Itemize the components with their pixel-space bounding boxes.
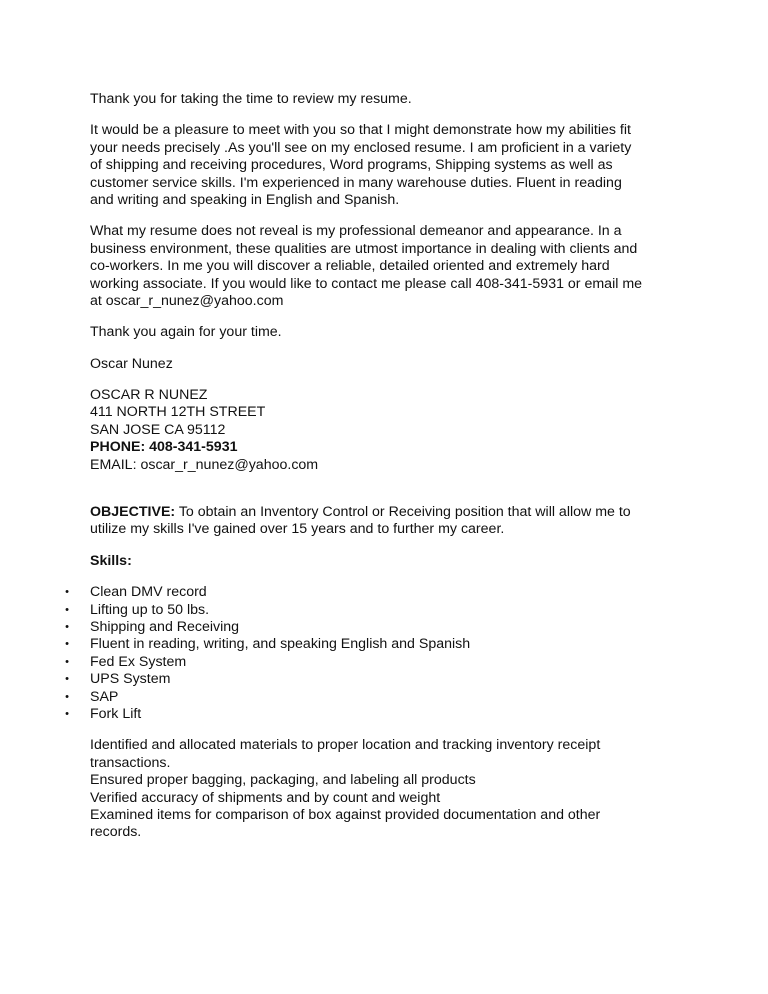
- signature-name: Oscar Nunez: [90, 355, 173, 372]
- bullet-icon: •: [65, 586, 69, 599]
- objective-line: utilize my skills I've gained over 15 years and to further my career.: [90, 521, 505, 538]
- contact-email: EMAIL: oscar_r_nunez@yahoo.com: [90, 456, 319, 473]
- duty-line: transactions.: [90, 754, 171, 771]
- skill-text: Clean DMV record: [90, 584, 207, 601]
- contact-phone: [90, 439, 710, 456]
- bullet-icon: •: [65, 707, 69, 720]
- duty-line: Examined items for comparison of box against provided documentation and other: [90, 806, 601, 823]
- bullet-icon: •: [65, 603, 69, 616]
- objective-label: OBJECTIVE:: [90, 504, 176, 521]
- objective-text: To obtain an Inventory Control or Receiving position that will allow me to: [175, 504, 631, 521]
- paragraph-line: What my resume does not reveal is my professional demeanor and appearance. In a: [90, 223, 622, 240]
- paragraph-line: working associate. If you would like to contact me please call 408-341-5931 or email me: [90, 275, 643, 292]
- duty-line: records.: [90, 824, 142, 841]
- paragraph-line: co-workers. In me you will discover a reliable, detailed oriented and extremely hard: [90, 258, 610, 275]
- paragraph-abilities: [90, 122, 710, 209]
- contact-street: 411 NORTH 12TH STREET: [90, 404, 266, 421]
- paragraph-line: of shipping and receiving procedures, Word programs, Shipping systems as well as: [90, 157, 613, 174]
- paragraph-line: and writing and speaking in English and Spanish.: [90, 191, 400, 208]
- closing-line: Thank you again for your time.: [90, 324, 282, 341]
- list-item: [65, 705, 710, 723]
- list-item: [65, 636, 710, 653]
- objective-line: [90, 504, 710, 521]
- skill-text: UPS System: [90, 671, 171, 688]
- bullet-icon: •: [65, 673, 69, 686]
- intro-line: Thank you for taking the time to review my resume.: [90, 91, 412, 107]
- contact-phone-text: PHONE: 408-341-5931: [90, 439, 238, 456]
- document-body: [65, 91, 710, 842]
- paragraph-demeanor: [90, 223, 710, 310]
- paragraph-line: your needs precisely .As you'll see on my enclosed resume. I am proficient in a variety: [90, 139, 632, 156]
- duties-section: [90, 737, 710, 841]
- paragraph-line: business environment, these qualities are utmost importance in dealing with clients and: [90, 240, 638, 257]
- list-item: [65, 601, 710, 619]
- duty-line: Identified and allocated materials to proper location and tracking inventory receipt: [90, 737, 601, 754]
- skills-heading-text: Skills:: [90, 552, 132, 569]
- paragraph-line: at oscar_r_nunez@yahoo.com: [90, 292, 284, 309]
- list-item: [65, 671, 710, 688]
- skill-text: Fed Ex System: [90, 653, 187, 670]
- list-item: [65, 653, 710, 671]
- list-item: [65, 688, 710, 706]
- skill-text: Fluent in reading, writing, and speaking English and Spanish: [90, 636, 471, 653]
- bullet-icon: •: [65, 690, 69, 703]
- skill-text: Lifting up to 50 lbs.: [90, 601, 210, 618]
- skill-text: Shipping and Receiving: [90, 618, 240, 635]
- bullet-icon: •: [65, 655, 69, 668]
- paragraph-line: customer service skills. I'm experienced in many warehouse duties. Fluent in reading: [90, 174, 622, 191]
- skills-heading: [90, 553, 710, 570]
- bullet-icon: •: [65, 638, 69, 651]
- contact-city: SAN JOSE CA 95112: [90, 421, 226, 438]
- skills-list: [65, 584, 710, 723]
- paragraph-line: It would be a pleasure to meet with you so that I might demonstrate how my abilities fit: [90, 122, 631, 139]
- skill-text: SAP: [90, 688, 119, 705]
- skill-text: Fork Lift: [90, 705, 142, 722]
- duty-line: Verified accuracy of shipments and by count and weight: [90, 789, 441, 806]
- list-item: [65, 584, 710, 601]
- duty-line: Ensured proper bagging, packaging, and labeling all products: [90, 772, 476, 789]
- contact-block: [90, 387, 710, 474]
- list-item: [65, 618, 710, 636]
- contact-name: OSCAR R NUNEZ: [90, 387, 208, 404]
- objective-section: [90, 504, 710, 539]
- bullet-icon: •: [65, 620, 69, 633]
